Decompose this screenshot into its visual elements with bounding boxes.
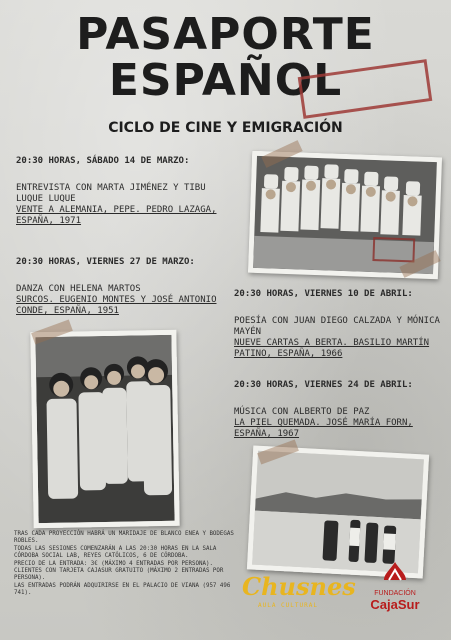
- footer-line-5: LAS ENTRADAS PODRÁN ADQUIRIRSE EN EL PALACIO DE VIANA (957 496 741).: [14, 582, 231, 597]
- footer-line-4: CLIENTES CON TARJETA CAJASUR GRATUITO (MÁXIMO 2 ENTRADAS POR PERSONA).: [14, 568, 224, 582]
- title-line-2: ESPAÑOL: [108, 55, 343, 106]
- event-3-desc: POESÍA CON JUAN DIEGO CALZADA Y MÓNICA MAYÉN: [234, 316, 440, 337]
- chusnes-logo: Chusnes: [242, 572, 356, 601]
- event-4-time: 20:30 HORAS, VIERNES 24 DE ABRIL:: [234, 380, 413, 390]
- event-1-time: 20:30 HORAS, SÁBADO 14 DE MARZO:: [16, 156, 190, 166]
- chusnes-logo-sub: AULA CULTURAL: [258, 602, 318, 609]
- event-3: [234, 289, 440, 360]
- event-2-time: 20:30 HORAS, VIERNES 27 DE MARZO:: [16, 257, 195, 267]
- event-4-film: LA PIEL QUEMADA. JOSÉ MARÍA FORN, ESPAÑA, 1967: [234, 418, 413, 439]
- footer-line-2: TODAS LAS SESIONES COMENZARÁN A LAS 20:30 HORAS EN LA SALA CÓRDOBA SOCIAL LAB, REYES CATÓLICOS, 6 DE CÓRDOBA.: [14, 545, 217, 560]
- cajasur-logo: [370, 560, 420, 612]
- cajasur-logo-name: CajaSur: [370, 597, 420, 612]
- event-3-time: 20:30 HORAS, VIERNES 10 DE ABRIL:: [234, 289, 413, 299]
- event-1-desc: ENTREVISTA CON MARTA JIMÉNEZ Y TIBU LUQUE LUQUE: [16, 183, 206, 204]
- cajasur-emblem-icon: [380, 560, 410, 586]
- event-2-desc: DANZA CON HELENA MARTOS: [16, 284, 141, 294]
- event-3-film: NUEVE CARTAS A BERTA. BASILIO MARTÍN PATINO, ESPAÑA, 1966: [234, 338, 430, 359]
- event-4: [234, 380, 440, 440]
- footer-line-3: PRECIO DE LA ENTRADA: 3€ (MÁXIMO 4 ENTRADAS POR PERSONA).: [14, 560, 213, 567]
- event-1-film: VENTE A ALEMANIA, PEPE. PEDRO LAZAGA, ESPAÑA, 1971: [16, 205, 217, 226]
- footer-notes: [14, 531, 244, 598]
- subtitle: CICLO DE CINE Y EMIGRACIÓN: [108, 120, 343, 136]
- photo-beach: [247, 445, 429, 578]
- event-2: [16, 257, 226, 317]
- event-4-desc: MÚSICA CON ALBERTO DE PAZ: [234, 407, 370, 417]
- event-2-film: SURCOS. EUGENIO MONTES Y JOSÉ ANTONIO CONDE, ESPAÑA, 1951: [16, 295, 217, 316]
- title-line-1: PASAPORTE: [76, 9, 375, 60]
- photo-women: [30, 330, 179, 529]
- cajasur-logo-sub: FUNDACIÓN: [374, 590, 416, 597]
- event-1: [16, 156, 226, 227]
- footer-line-1: TRAS CADA PROYECCIÓN HABRÁ UN MARIDAJE DE BLANCO ENEA Y BODEGAS ROBLES.: [14, 531, 234, 545]
